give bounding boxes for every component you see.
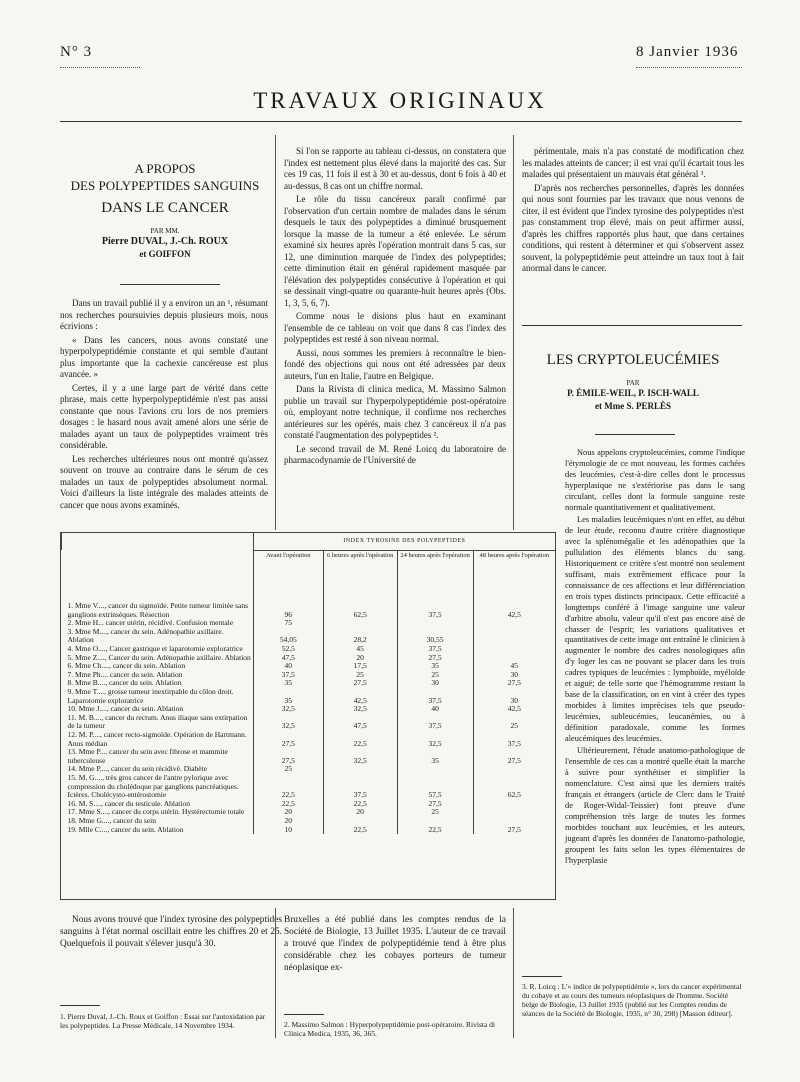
issue-date: 8 Janvier 1936: [636, 44, 739, 60]
paragraph: Les maladies leucémiques n'ont en effet, au début de leur étude, reconnu d'autre critère diagnostique avec la splénomégalie et les adénopathies que la pullulation des éléments blancs du sang. Historiquement ce critère s'est montré non seulement suffisant, mais extrêmement efficace pour la connaissance de ces affections et leur différenciation en trois types distincts principaux. Cette efficacité a longtemps conféré à l'image sanguine une valeur d'arbitre absolu, valeur qu'il n'est pas encore aisé de chasser de l'esprit; les variations qualitatives et quantitatives de cette image ont entraîné le clinicien à augmenter le nombre des cadres nosologiques afin d'y loger les cas ne pouvant se placer dans les trois cadres typiques de leucémies : lymphoïde, myéloïde et aiguë; de telle sorte que l'hémogramme restant la base de la classification, on en vint à créer des types morbides à limites imprécises tels que pseudo-leucémies, subleucémies, leucanémies, ou à définition paradoxale, comme les formes aleucémiques des leucémies.: [565, 515, 745, 743]
table-row: [62, 826, 556, 835]
cell-value: [473, 765, 555, 774]
cell-value: 37,5: [397, 602, 473, 619]
cell-value: 27,5: [473, 748, 555, 765]
row-label: 6. Mme Ch...., cancer du sein. Ablation: [67, 661, 186, 671]
table-row: [62, 688, 556, 705]
cell-value: 27,5: [323, 679, 397, 688]
cell-value: 40: [253, 662, 323, 671]
cell-value: 22,5: [397, 826, 473, 835]
cell-value: 37,5: [397, 714, 473, 731]
paragraph: Si l'on se rapporte au tableau ci-dessus, on constatera que l'index est nettement plus élevé dans la majorité des cas. Sur ces 19 cas, 11 fois il est à 30 et au-dessus, dont 6 fois à 40 et au-dessus, 8 cas ont un chiffre normal.: [284, 146, 506, 191]
row-label: 16. M. S...., cancer du testicule. Ablation: [67, 798, 190, 808]
article1-title-line1: A PROPOS: [134, 161, 196, 176]
cell-value: 45: [473, 662, 555, 671]
article1-continuation: [284, 914, 506, 976]
table-row: [62, 731, 556, 748]
row-label: 10. Mme J...., cancer du sein. Ablation: [67, 704, 184, 714]
cell-value: 35: [397, 748, 473, 765]
row-label: 14. Mme P...., cancer du sein récidivé. Diabète: [67, 764, 208, 774]
row-label: 8. Mme B...., cancer du sein. Ablation: [67, 678, 182, 688]
header-rule-right: [636, 67, 742, 68]
cell-value: 42,5: [473, 705, 555, 714]
article2-body: [565, 448, 745, 868]
cell-value: 96: [253, 602, 323, 619]
row-label: 17. Mme S...., cancer du corps utérin. Hystérectomie totale: [67, 807, 245, 817]
row-label: 15. M. G...., très gros cancer de l'antre pylorique avec compression du cholédoque par ganglions pancréatiques. Ictères. Cholécysto-entérostomie: [67, 772, 239, 800]
cell-value: 54,05: [253, 628, 323, 645]
row-label: 4. Mme O...., Cancer gastrique et laparotomie exploratrice: [67, 644, 243, 654]
row-label: 11. M. B...., cancer du rectum. Anus iliaque sans extirpation de la tumeur: [67, 712, 248, 731]
cell-value: 37,5: [397, 645, 473, 654]
paragraph: Nous appelons cryptoleucémies, comme l'indique l'étymologie de ce mot nouveau, les formes cachées des leucémies, c'est-à-dire celles dont le processus hyperplasique ne s'extériorise pas dans le sang circulant, celles dont la formule sanguine reste normale quantitativement et qualitativement.: [565, 448, 745, 512]
cell-value: 25: [473, 714, 555, 731]
table-row: [62, 748, 556, 765]
column-divider-3: [275, 908, 276, 1038]
cell-value: 30,55: [397, 628, 473, 645]
cell-value: 17,5: [323, 662, 397, 671]
cell-value: 25: [253, 765, 323, 774]
section-title: TRAVAUX ORIGINAUX: [253, 88, 547, 113]
title-rule: [60, 121, 742, 122]
cell-value: [473, 800, 555, 809]
footnote-rule: [60, 1005, 100, 1006]
cell-value: 75: [253, 619, 323, 628]
article2-title-rule: [595, 434, 675, 435]
paragraph: périmentale, mais n'a pas constaté de modification chez les malades atteints de cancer; il est vrai qu'il écartait tous les malades qui présentaient un mauvais état général ³.: [522, 146, 744, 179]
row-label: 12. M. P...., cancer recto-sigmoïde. Opération de Hartmann. Anus médian: [67, 730, 247, 748]
article1-column1: [60, 298, 268, 513]
cell-value: 52,5: [253, 645, 323, 654]
cell-value: 27,5: [473, 679, 555, 688]
cell-value: 27,5: [473, 826, 555, 835]
cell-value: 40: [397, 705, 473, 714]
cell-value: [473, 619, 555, 628]
cell-value: 45: [323, 645, 397, 654]
cell-value: 20: [253, 817, 323, 826]
cell-value: 20: [253, 808, 323, 817]
column-divider-4: [513, 908, 514, 1038]
footnote-2: 2. Massimo Salmon : Hyperpolypeptidémie post-opératoire. Rivista di Clinica Medica, 1935, 36, 365.: [284, 1020, 496, 1038]
cell-value: 35: [253, 679, 323, 688]
cell-value: 27,5: [253, 748, 323, 765]
paragraph: Ultérieurement, l'étude anatomo-pathologique de l'ensemble de ces cas a montré quelle était la marche à suivre pour synthétiser et simplifier la nomenclature. C'est ainsi que les derniers traités français et étrangers (article de Clerc dans le Traité de Roger-Widal-Teissier) font preuve d'une compréhension très large de toutes les formes morbides touchant aux leucémies, et les auteurs, jugeant d'après les données de l'anatomo-pathologie, groupent les faits selon les types élémentaires de l'hyperplasie: [565, 746, 745, 865]
article-separator-rule: [522, 325, 742, 326]
cell-value: 62,5: [473, 774, 555, 800]
table-row: [62, 602, 556, 619]
article1-column3: [522, 146, 744, 277]
cell-value: 47,5: [253, 654, 323, 663]
cell-value: 32,5: [397, 731, 473, 748]
cell-value: 25: [323, 671, 397, 680]
cell-value: 57,5: [397, 774, 473, 800]
cell-value: 30: [473, 688, 555, 705]
cell-value: 27,5: [397, 654, 473, 663]
paragraph: Aussi, nous sommes les premiers à reconnaître le bien-fondé des objections qui nous ont été adressées par deux auteurs, l'un en Italie, l'autre en Belgique.: [284, 347, 506, 381]
article2-title: LES CRYPTOLEUCÉMIES: [546, 352, 720, 368]
row-label: 1. Mme V...., cancer du sigmoïde. Petite tumeur limitée sans ganglions extrinsèques. Résection: [67, 601, 249, 619]
article2-par: PAR: [626, 379, 640, 387]
paragraph: Dans un travail publié il y a environ un an ¹, résumant nos recherches poursuivies depuis plusieurs mois, nous écrivions :: [60, 298, 268, 331]
article2-heading: [522, 352, 744, 413]
paragraph: Nous avons trouvé que l'index tyrosine des polypeptides sanguins à l'état normal oscillait entre les chiffres 20 et 25. Quelquefois il pouvait s'élever jusqu'à 30.: [60, 915, 282, 949]
footnote-rule: [522, 976, 562, 977]
row-label: 3. Mme M...., cancer du sein. Adénopathie axillaire. Ablation: [67, 626, 224, 645]
article2-authors-line1: P. ÉMILE-WEIL, P. ISCH-WALL: [567, 388, 699, 398]
table-row: [62, 774, 556, 800]
column-divider-1: [275, 135, 276, 530]
cell-value: 37,5: [323, 774, 397, 800]
column-header: 6 heures après l'opération: [323, 550, 397, 602]
article1-authors-line1: Pierre DUVAL, J.-Ch. ROUX: [101, 236, 229, 247]
cell-value: [397, 765, 473, 774]
paragraph: Comme nous le disions plus haut en examinant l'ensemble de ce tableau on voit que dans 8 cas l'index des polypeptides est resté à son niveau normal.: [284, 311, 506, 344]
footnote-rule: [284, 1014, 324, 1015]
article1-title-line2: DES POLYPEPTIDES SANGUINS: [70, 178, 260, 193]
cell-value: 42,5: [473, 602, 555, 619]
cell-value: 20: [323, 808, 397, 817]
paragraph: Dans la Rivista di clinica medica, M. Massimo Salmon publie un travail sur l'hyperpolypeptidémie post-opératoire où, employant notre technique, il confirme nos recherches antérieures sur les opérés, mais chez 3 cancéreux il n'a pas constaté l'augmentation des polypeptides ².: [284, 384, 506, 440]
cell-value: 22,5: [323, 800, 397, 809]
cell-value: 32,5: [253, 705, 323, 714]
cell-value: [323, 619, 397, 628]
cell-value: 22,5: [323, 826, 397, 835]
paragraph: D'après nos recherches personnelles, d'après les données qui nous sont fournies par les travaux que nous venons de citer, il est évident que l'index tyrosine des polypeptides n'est pas constamment trop élevé, mais on peut affirmer aussi, d'après les chiffres rapportés plus haut, que dans certaines conditions, qui restent à déterminer et qui s'observent assez souvent, la polypeptidémie peut atteindre un taux tout à fait anormal dans le cancer.: [522, 182, 744, 273]
footnote-3: 3. R. Loicq : L'« indice de polypeptidémie », lors du cancer expérimental du cobaye et au cours des tumeurs néoplasiques de l'homme. Société belge de Biologie, 13 Juillet 1935 (publié sur les Comptes rendus de séances de la Société de Biologie, 1935, n° 30, 298) [Masson éditeur].: [522, 982, 742, 1018]
row-label: 7. Mme Ph.... cancer du sein. Ablation: [67, 669, 183, 679]
row-label: 18. Mme G...., cancer du sein: [67, 815, 157, 825]
cell-value: 22,5: [323, 731, 397, 748]
cell-value: 47,5: [323, 714, 397, 731]
paragraph: Certes, il y a une large part de vérité dans cette phrase, mais cette hyperpolypeptidémie n'est pas aussi constante que nous l'avions cru lors de nos premiers dosages : le hasard nous avait amené alors une série de malades ayant un taux de polypeptides vraiment très considérable.: [60, 382, 268, 450]
paragraph: Le rôle du tissu cancéreux paraît confirmé par l'observation d'un certain nombre de malades dans le sérum desquels le taux des polypeptides a diminué brusquement lorsque la masse de la tumeur a été enlevée. Le sérum examiné six heures après l'opération montrait dans 5 cas, sur 12, une diminution marquée de l'index des polypeptides; cette diminution était en général rapidement masquée par l'élévation des polypeptides consécutive à l'opération et qui se dessinait vingt-quatre ou quarante-huit heures après (Obs. 1, 3, 5, 6, 7).: [284, 194, 506, 308]
article1-title-rule: [120, 284, 220, 285]
cell-value: [397, 619, 473, 628]
article1-authors-line2: et GOIFFON: [139, 249, 191, 259]
cell-value: 62,5: [323, 602, 397, 619]
article1-conclusion: [60, 914, 282, 952]
cell-value: 32,5: [253, 714, 323, 731]
cell-value: 32,5: [323, 705, 397, 714]
row-label: 2. Mme H... cancer utérin, récidivé. Confusion mentale: [67, 618, 234, 628]
cell-value: 35: [397, 662, 473, 671]
cell-value: [473, 628, 555, 645]
issue-number: N° 3: [60, 44, 93, 60]
cell-value: 30: [397, 679, 473, 688]
paragraph: « Dans les cancers, nous avons constaté une hyperpolypeptidémie constante et qui semble d'autant plus importante que la cachexie cancéreuse est plus avancée. »: [60, 334, 268, 379]
cell-value: [473, 645, 555, 654]
article1-par: PAR MM.: [150, 227, 180, 235]
table-row: [62, 714, 556, 731]
cell-value: 20: [323, 654, 397, 663]
tyrosine-index-table: [60, 532, 556, 900]
cell-value: 37,5: [253, 671, 323, 680]
cell-value: [473, 808, 555, 817]
paragraph: Le second travail de M. René Loicq du laboratoire de pharmacodynamie de l'Université de: [284, 443, 506, 465]
cell-value: 32,5: [323, 748, 397, 765]
cell-value: [323, 765, 397, 774]
cell-value: 28,2: [323, 628, 397, 645]
article1-column2: [284, 146, 506, 469]
cell-value: 25: [397, 671, 473, 680]
article1-title-line3: DANS LE CANCER: [101, 200, 229, 216]
table-row: [62, 628, 556, 645]
cell-value: 35: [253, 688, 323, 705]
header-rule-left: [60, 67, 140, 68]
paragraph: Bruxelles a été publié dans les comptes rendus de la Société de Biologie, 13 Juillet 1935. L'auteur de ce travail a trouvé que l'index de polypeptidémie tend à être plus considérable chez les cobayes porteurs de tumeur néoplasique ex-: [284, 915, 506, 973]
row-label: 13. Mme P.... cancer du sein avec fibrose et mammite tuberculeuse: [67, 747, 228, 765]
column-header: Avant l'opération: [253, 550, 323, 602]
column-header: 48 heures après l'opération: [473, 550, 555, 602]
cell-value: 25: [397, 808, 473, 817]
row-label: 5. Mme Z...., Cancer du sein. Adénopathie axillaire. Ablation: [67, 652, 251, 662]
table-title: INDEX TYROSINE DES POLYPEPTIDES: [253, 533, 555, 550]
cell-value: 42,5: [323, 688, 397, 705]
cell-value: 27,5: [397, 800, 473, 809]
column-header: 24 heures après l'opération: [397, 550, 473, 602]
paragraph: Les recherches ultérieures nous ont montré qu'assez souvent on trouve au contraire dans le sérum de ces malades un taux de polypeptides absolument normal. Voici d'ailleurs la liste intégrale des malades atteints de cancer que nous avons examinés.: [60, 453, 268, 510]
cell-value: 37,5: [397, 688, 473, 705]
row-label: 19. Mlle C...., cancer du sein. Ablation: [67, 824, 184, 834]
row-label: 9. Mme T...., grosse tumeur inextirpable du côlon droit. Laparotomie exploratrice: [67, 687, 234, 705]
cell-value: 37,5: [473, 731, 555, 748]
cell-value: 30: [473, 671, 555, 680]
cell-value: 27,5: [253, 731, 323, 748]
cell-value: 22,5: [253, 800, 323, 809]
cell-value: 10: [253, 826, 323, 835]
footnote-1: 1. Pierre Duval, J.-Ch. Roux et Goiffon : Essai sur l'autoxidation par les polypeptides. La Presse Médicale, 14 Novembre 1934.: [60, 1012, 266, 1030]
article1-heading: [60, 160, 270, 261]
article2-authors-line2: et Mme S. PERLÈS: [595, 401, 671, 411]
column-divider-2: [513, 135, 514, 530]
cell-value: 22,5: [253, 774, 323, 800]
